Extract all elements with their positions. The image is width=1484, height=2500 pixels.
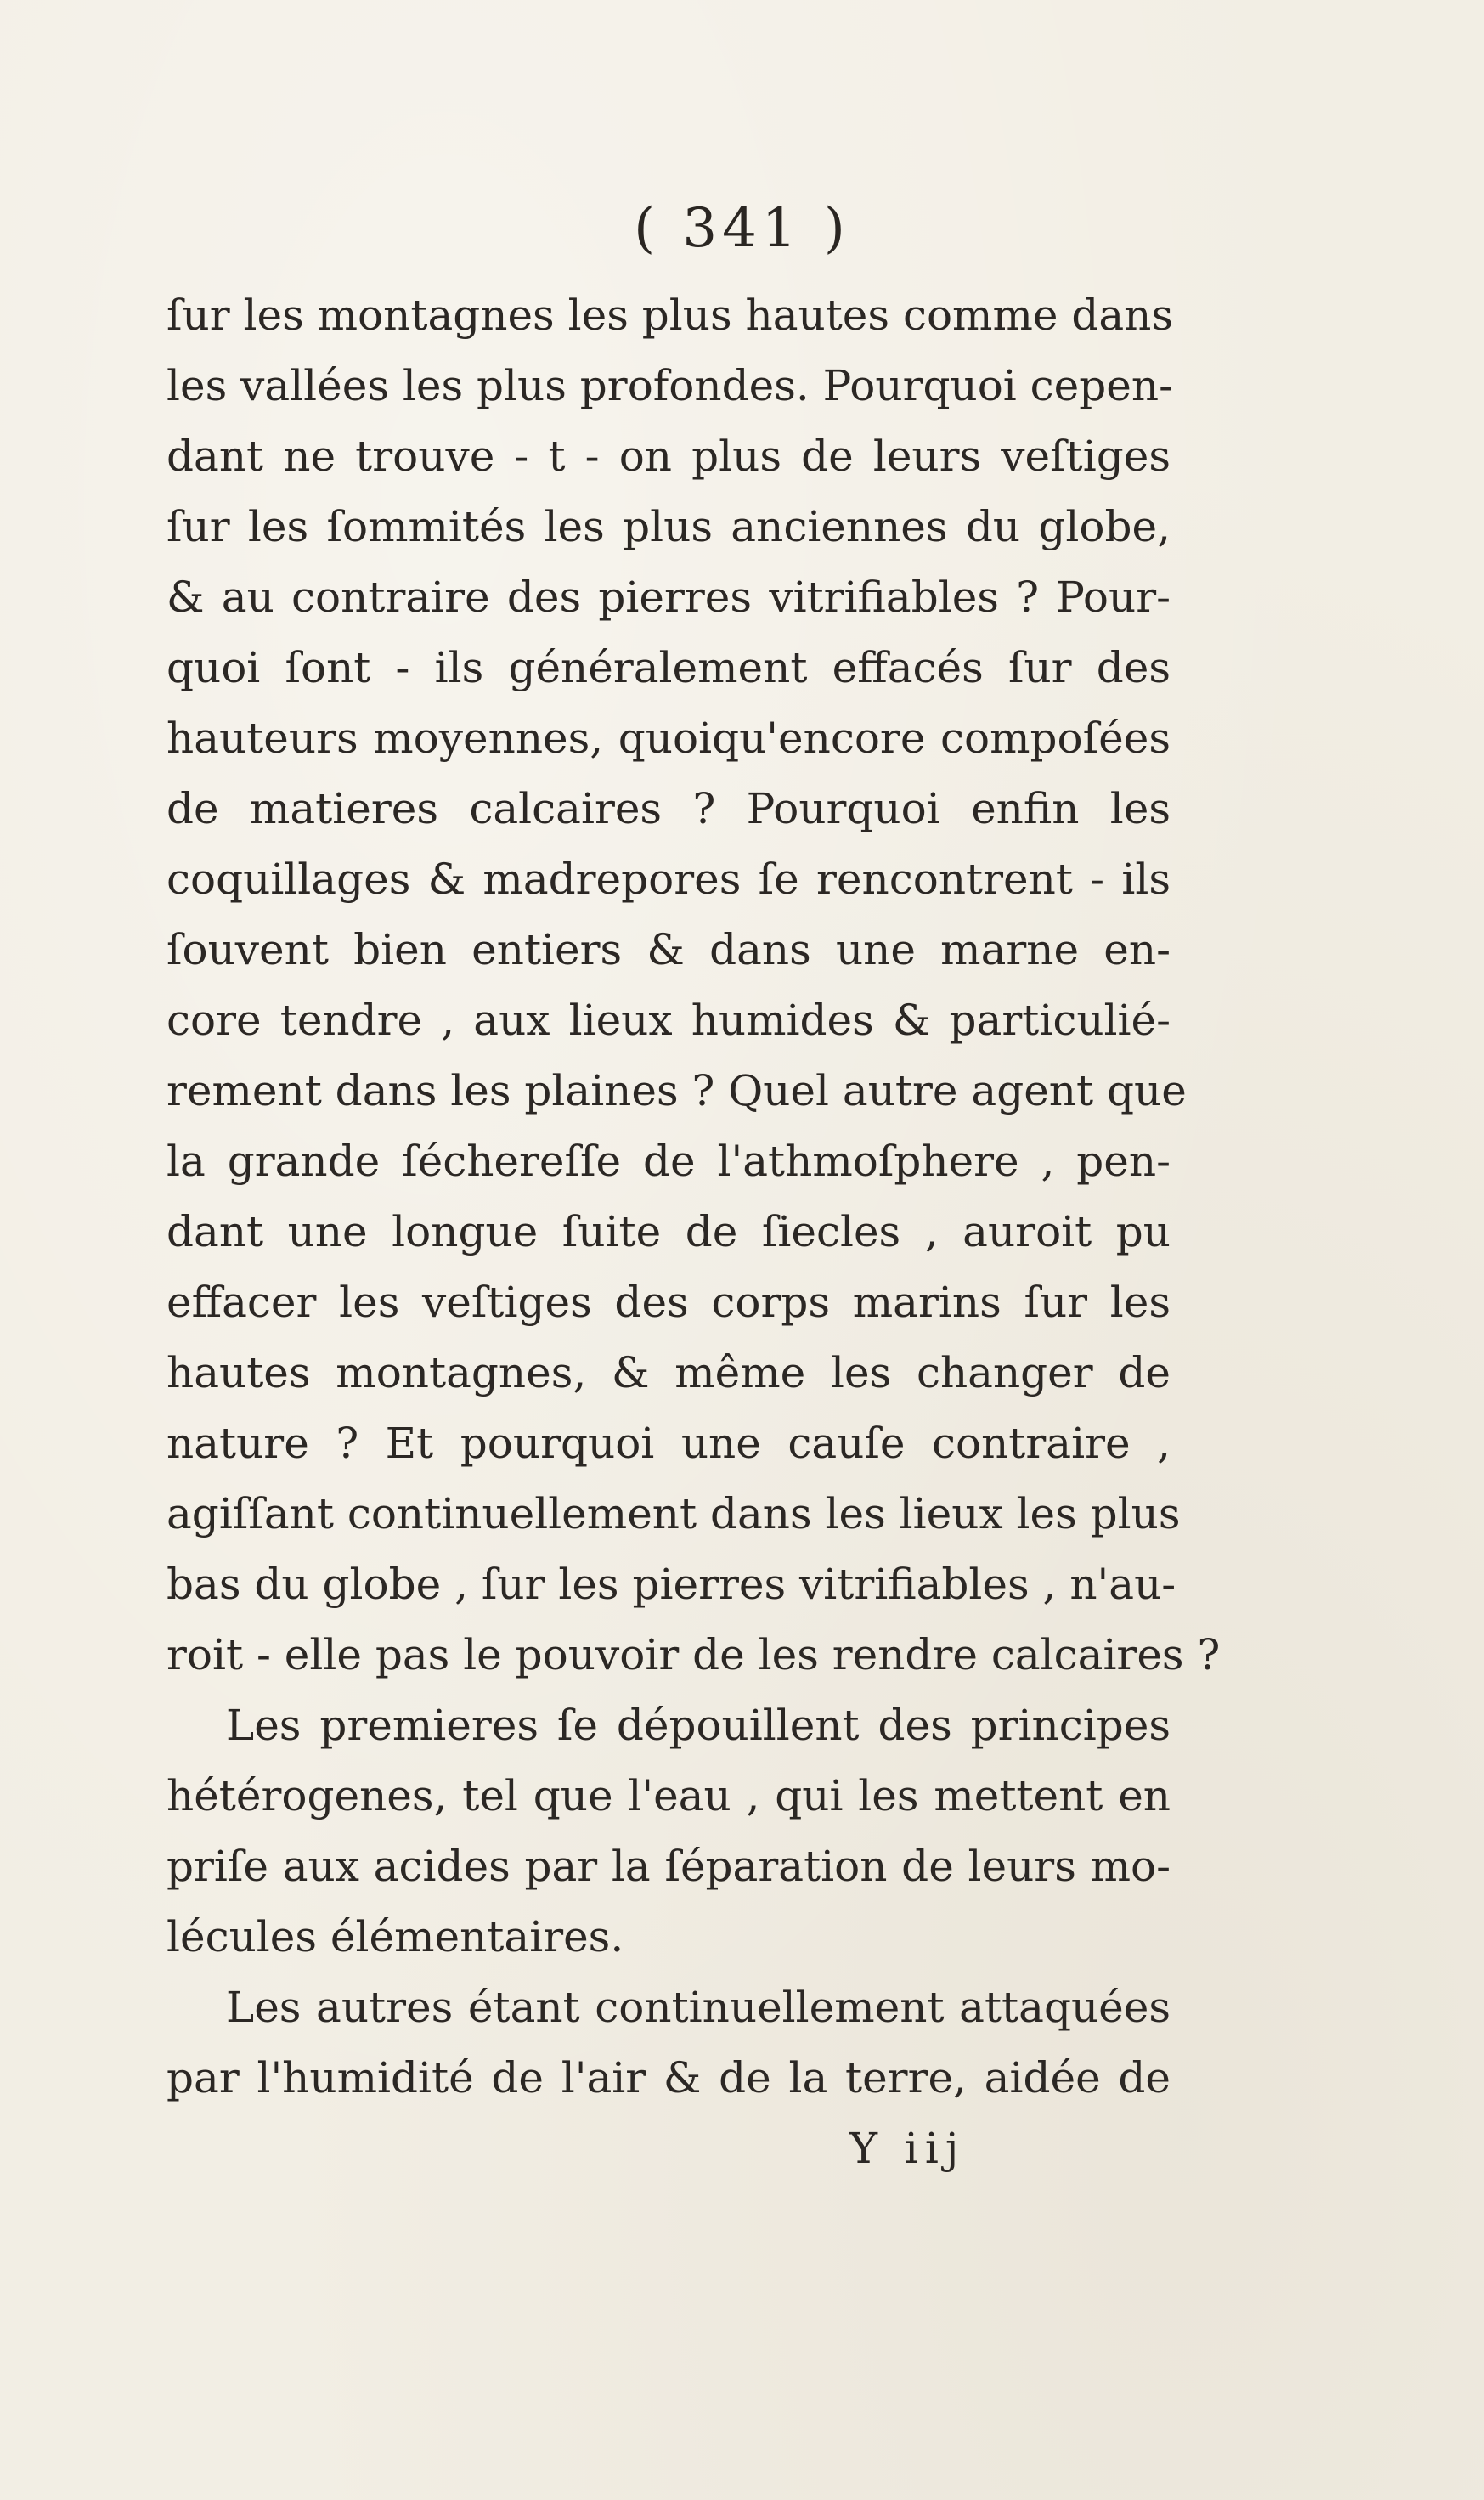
text-line-indented: Les premieres ſe dépouillent des principes (226, 1701, 1171, 1750)
text-line: nature ? Et pourquoi une cauſe contraire , (166, 1419, 1171, 1468)
text-line: rement dans les plaines ? Quel autre agent que (166, 1066, 1187, 1115)
signature-mark: Y iij (849, 2124, 966, 2173)
text-line: hautes montagnes, & même les changer de (166, 1348, 1171, 1397)
text-line: priſe aux acides par la ſéparation de leurs mo- (166, 1842, 1171, 1891)
text-line: bas du globe , ſur les pierres vitrifiables , n'au- (166, 1560, 1176, 1609)
text-line: roit - elle pas le pouvoir de les rendre calcaires ? (166, 1630, 1221, 1679)
text-line: core tendre , aux lieux humides & particulié- (166, 996, 1171, 1045)
text-line: ſouvent bien entiers & dans une marne en- (166, 925, 1171, 974)
text-line: hauteurs moyennes, quoiqu'encore compoſées (166, 714, 1171, 763)
text-line: ſur les montagnes les plus hautes comme dans (166, 291, 1174, 340)
text-line: lécules élémentaires. (166, 1912, 624, 1961)
text-line: dant une longue ſuite de ſiecles , auroit pu (166, 1207, 1171, 1256)
text-line: hétérogenes, tel que l'eau , qui les mettent en (166, 1771, 1171, 1820)
text-line: les vallées les plus profondes. Pourquoi cepen- (166, 361, 1173, 410)
text-line: agiſſant continuellement dans les lieux les plus (166, 1489, 1181, 1538)
body-text (166, 280, 1221, 2113)
text-line: la grande ſéchereſſe de l'athmoſphere , pen- (166, 1137, 1171, 1186)
text-line: ſur les ſommités les plus anciennes du globe, (166, 502, 1171, 551)
text-line: par l'humidité de l'air & de la terre, aidée de (166, 2053, 1171, 2102)
text-line: quoi ſont - ils généralement effacés ſur des (166, 643, 1171, 692)
text-line: effacer les veſtiges des corps marins ſur les (166, 1278, 1171, 1327)
text-line: dant ne trouve - t - on plus de leurs veſtiges (166, 432, 1171, 481)
text-line: & au contraire des pierres vitrifiables ? Pour- (166, 573, 1171, 622)
text-line: de matieres calcaires ? Pourquoi enfin les (166, 784, 1171, 833)
text-line: coquillages & madrepores ſe rencontrent - ils (166, 855, 1171, 904)
page-number-header: ( 341 ) (634, 197, 850, 260)
text-line-indented: Les autres étant continuellement attaquées (226, 1983, 1171, 2032)
